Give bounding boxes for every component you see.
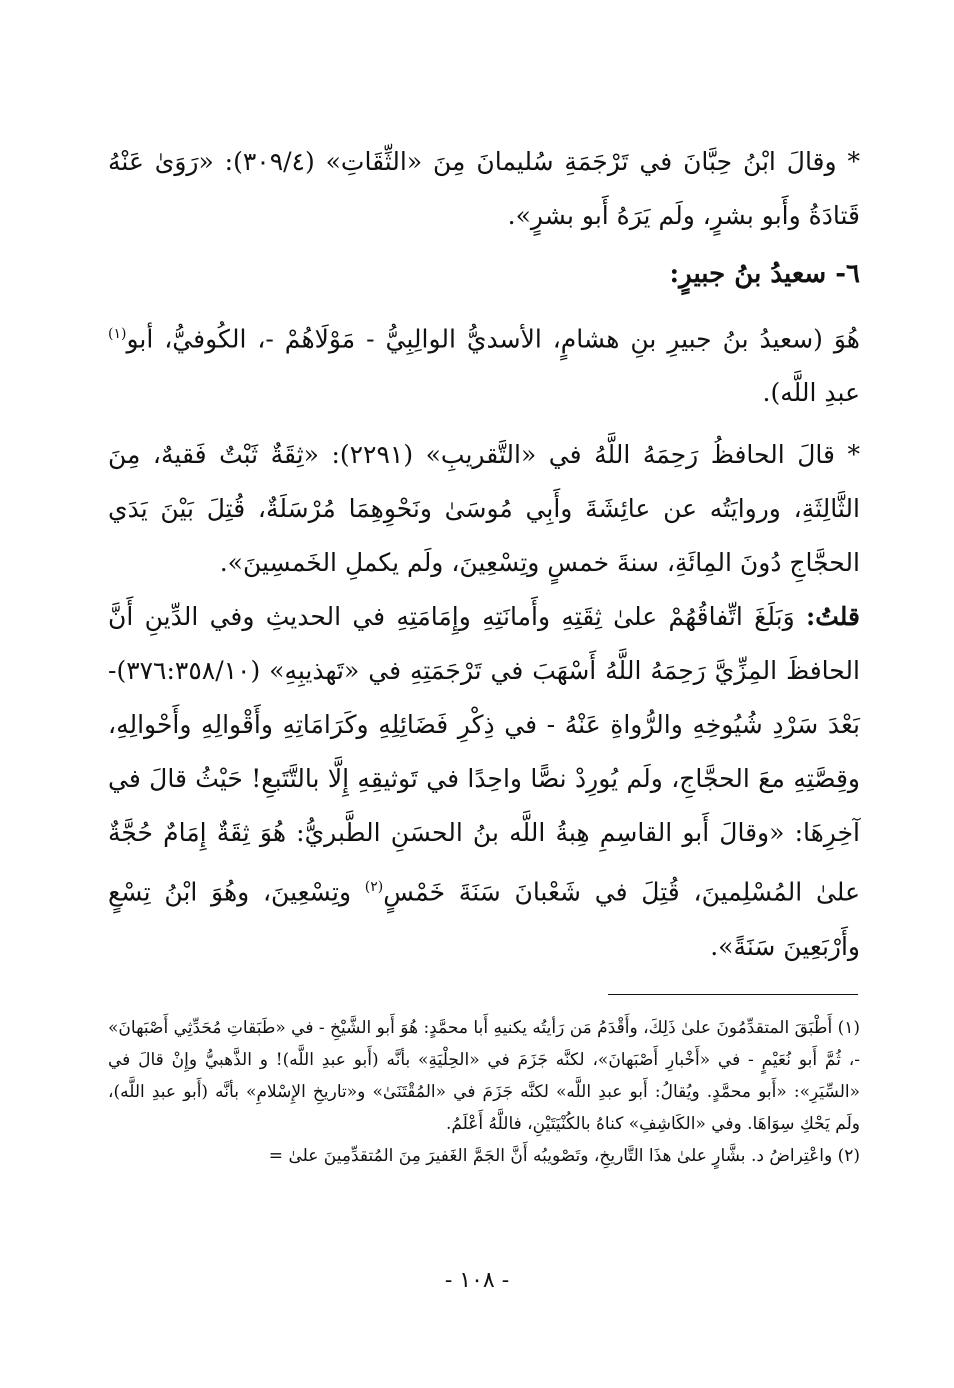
main-text bbox=[108, 135, 860, 974]
qultu-label: قلتُ: bbox=[805, 602, 860, 632]
paragraph-qultu-text: وَبَلَغَ اتِّفاقُهُمْ علىٰ ثِقَتِهِ وأَمانَتِهِ وإِمَامَتِهِ في الحديثِ وفي الدِّينِ أَنَّ الحافظَ المِزِّيَّ رَحِمَهُ اللَّهُ أَسْهَبَ في تَرْجَمَتِهِ في «تَهذيبِهِ» (٣٧٦:٣٥٨/١٠)- بَعْدَ سَرْدِ شُيُوخِهِ والرُّواةِ عَنْهُ - في ذِكْرِ فَضَائِلِهِ وكَرَامَاتِهِ وأَقْوالِهِ وأَحْوالِهِ، وقِصَّتِهِ معَ الحجَّاجِ، ولَم يُورِدْ نصًّا واحِدًا في تَوثيقِهِ إِلَّا بالتَّتَبعِ! حَيْثُ قالَ في آخِرِهَا: «وقالَ أَبو القاسِمِ هِبةُ اللَّه بنُ الحسَنِ الطَّبريُّ: هُوَ ثِقَةٌ إِمَامٌ حُجَّةٌ علىٰ المُسْلِمينَ، قُتِلَ في شَعْبانَ سَنَةَ خَمْسٍ bbox=[108, 602, 860, 907]
footnotes bbox=[108, 1012, 860, 1172]
footnote-ref-2[interactable]: (٢) bbox=[364, 879, 384, 896]
footnote-divider bbox=[608, 994, 858, 995]
paragraph-qultu-text-end: وتِسْعِينَ، وهُوَ ابْنُ تِسْعٍ وأَرْبَعِينَ سَنَةً». bbox=[108, 877, 860, 961]
paragraph-name bbox=[108, 307, 860, 420]
paragraph-qultu bbox=[108, 590, 860, 973]
paragraph-taqrib: * قالَ الحافظُ رَحِمَهُ اللَّهُ في «التَّقريبِ» (٢٢٩١): «ثِقَةٌ ثَبْتٌ فَقيهٌ، مِنَ الثَّالِثَةِ، وروايَتُه عن عائِشَةَ وأَبِي مُوسَىٰ ونَحْوِهِمَا مُرْسَلَةٌ، قُتِلَ بَيْنَ يَدَي الحجَّاجِ دُونَ المِائَةِ، سنةَ خمسٍ وتِسْعِينَ، ولَم يكملِ الخَمسِينَ». bbox=[108, 440, 860, 578]
footnote-ref-1[interactable]: (١) bbox=[108, 326, 127, 342]
paragraph-name-text-end: عبدِ اللَّه). bbox=[762, 378, 860, 408]
footnote-2: (٢) واعْتِراضُ د. بشَّارٍ علىٰ هذَا التَّاريخِ، وتَصْويبُه أَنَّ الجَمَّ الغَفيرَ مِنَ المُتقدِّمِينَ علىٰ = bbox=[268, 1146, 860, 1166]
page-number: - ١٠٨ - bbox=[444, 1268, 510, 1293]
footnote-1: (١) أَطْبَقَ المتقدِّمُونَ علىٰ ذَلِكَ، وأَقْدَمُ مَن رَأيتُه يكنيهِ أَبا محمَّدٍ: هُوَ أَبو الشَّيْخِ - في «طَبَقاتِ مُحَدِّثِي أَصْبَهانَ» -، ثُمَّ أَبو نُعَيْمٍ - في «أَخْبارِ أَصْبَهانَ»، لكنَّه جَزَمَ في «الحِلْيَةِ» بأنَّه (أَبو عبدِ اللَّه)! و الذَّهبيُّ وإِنْ قالَ في «السِّيَرِ»: «أَبو محمَّدٍ. ويُقالُ: أَبو عبدِ اللَّه» لكنَّه جَزَمَ في «المُقْتَنَىٰ» و«تاريخِ الإِسْلامِ» بأنَّه (أَبو عبدِ اللَّه)، ولَم يَحْكِ سِوَاهَا. وفي «الكَاشِفِ» كناهُ بالكُنْيَتَيْنِ، فاللَّهُ أَعْلَمُ. bbox=[108, 1018, 860, 1134]
section-heading: ٦- سعيدُ بنُ جبيرٍ: bbox=[669, 259, 860, 289]
paragraph-name-text: هُوَ (سعيدُ بنُ جبيرِ بنِ هشامٍ، الأسديُّ الوالِبِيُّ - مَوْلَاهُمْ -، الكُوفيُّ، أبو bbox=[126, 324, 860, 354]
paragraph-ibn-hibban: * وقالَ ابْنُ حِبَّانَ في تَرْجَمَةِ سُليمانَ مِنَ «الثِّقَاتِ» (٣٠٩/٤): «رَوَىٰ عَنْهُ قَتادَةُ وأَبو بشرٍ، ولَم يَرَهُ أَبو بشرٍ». bbox=[108, 147, 860, 230]
